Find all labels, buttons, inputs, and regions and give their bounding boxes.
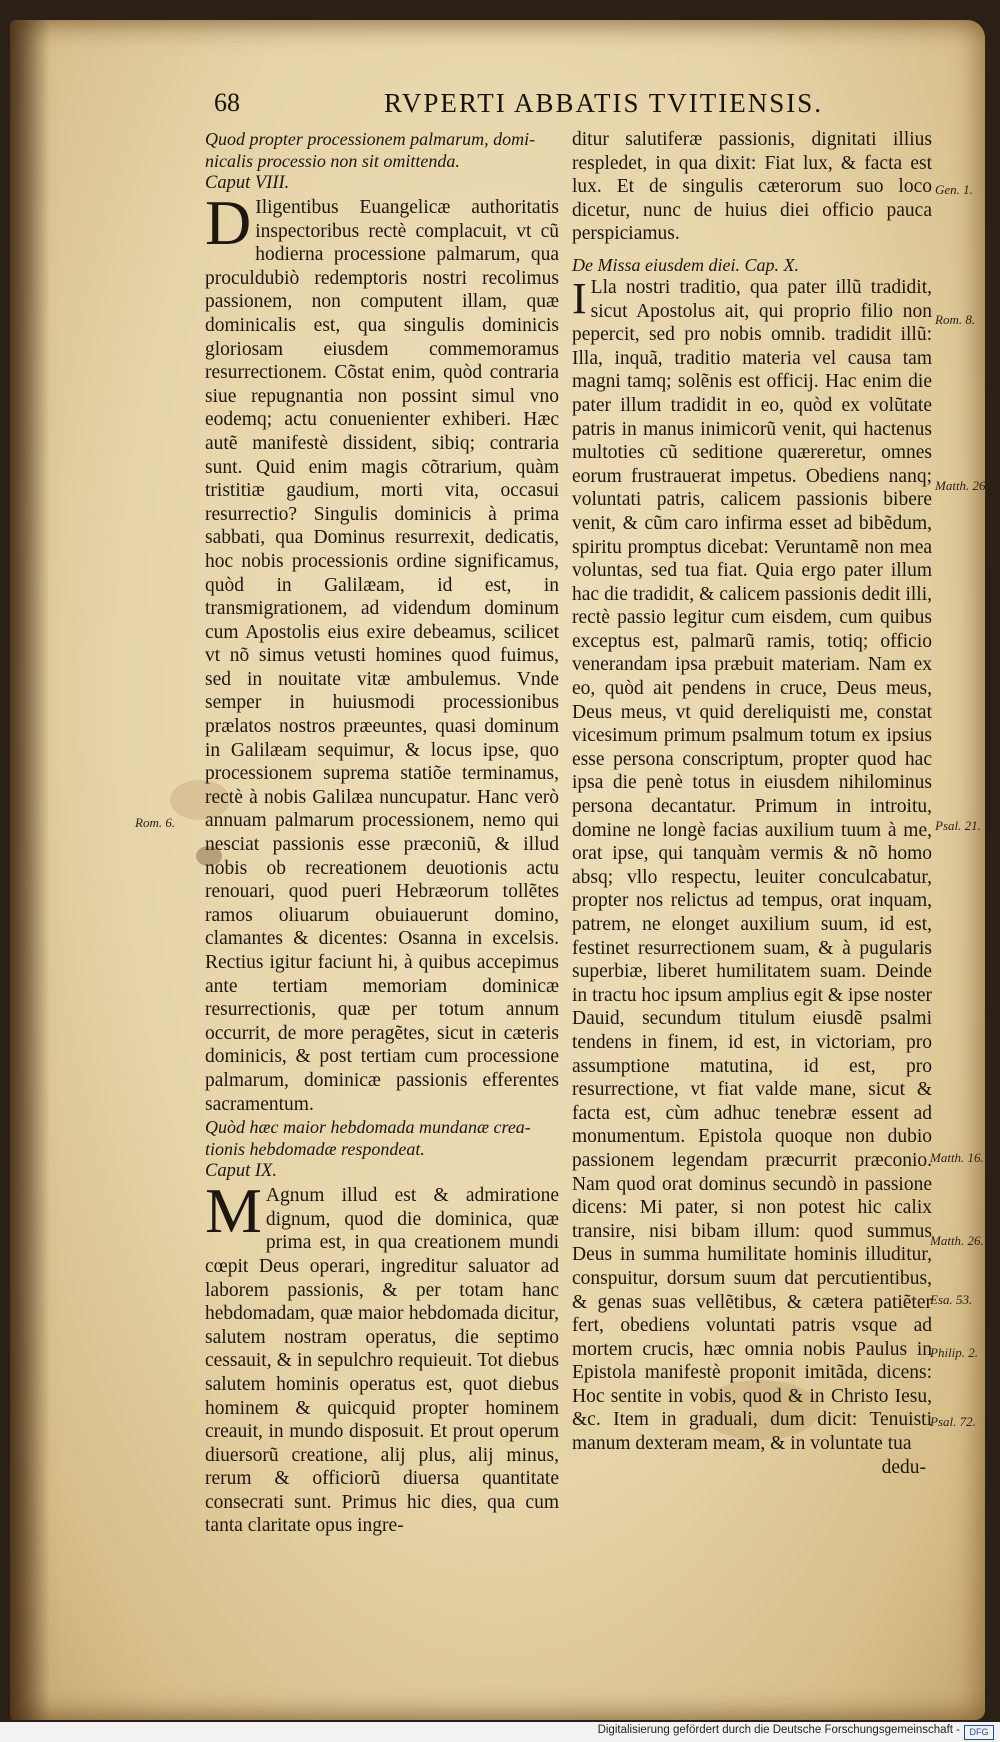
margin-note: Matth. 26. (930, 1233, 984, 1248)
paragraph-text: Lla nostri traditio, qua pater illũ tradidit, sicut Apostolus ait, qui proprio filio non pepercit, sed pro nobis omnib. tradidit illũ: Illa, inquã, traditio materia vel causa tam magni tamq; solẽnis est officij. Hac enim die pater illum tradidit in eo, quòd ex volũtate patris in manus inimicorũ venit, qui hactenus multoties cũ seditione quæreretur, omnes eorum frustrauerat impetus. Obediens nanq; voluntati patris, calicem passionis bibere venit, & cũm caro infirma esset ad bibẽdum, spiritu promptus dicebat: Veruntamẽ non mea voluntas, sed tua fiat. Quia ergo pater illum hac die tradidit, & calicem passionis dedit illi, rectè passio legitur cum eisdem, cum quibus exceptus est, palmarũ ramis, totiq; officio venerandam ipsa præbuit materiam. Nam ex eo, quòd ait pendens in cruce, Deus meus, Deus meus, vt quid dereliquisti me, constat vicesimum primum psalmum totum ex ipsius esse persona conscriptum, propter quod hac ipsa die penè totus in eiusdem nihilominus persona decantatur. Primum in introitu, domine ne longè facias auxilium tuum à me, orat ipse, qui tanquàm vermis & nõ homo absq; vllo respectu, leuiter conculcabatur, propter nos relictus ad tempus, orat inquam, patrem, ne elonget auxilium suum, id est, festinet resurrectionem suam, & à pugularis superbiæ, liberet humilitatem suam. Deinde in tractu hoc ipsum amplius egit & ipse noster Dauid, secundum titulum eiusdẽ psalmi tendens in finem, id est, in victoriam, pro assumptione matutina, id est, pro resurrectione, vt fiat valde mane, sicut & facta est, cùm adhuc tenebræ essent ad monumentum. Epistola quoque non dubio passionem legendam præcurrit præconio. Nam quod orat dominus secundò in passione dicens: Mi pater, si non potest hic calix transire, nisi bibam illum: quod summus Deus in summa humilitate hominis illuditur, conspuitur, dorsum suum dat percutientibus, & genas suas vellẽtibus, & cætera patiẽter fert, obediens voluntati patris vsque ad mortem crucis, hæc omnia nobis Paulus in Epistola manifestè proponit imitãda, dicens: Hoc sentite in vobis, quod & in Christo Iesu, &c. Item in graduali, dum dicit: Tenuisti manum dexteram meam, & in voluntate tua (572, 276, 932, 1455)
drop-cap: D (205, 187, 252, 258)
footer-bar (0, 1722, 1000, 1742)
paragraph-text: ditur salutiferæ passionis, dignitati illius respledet, in qua dixit: Fiat lux, & facta est lux. Et de singulis cæterorum suo loco dicetur, nunc de huius diei officio pauca perspiciamus. (572, 129, 932, 245)
margin-note: Gen. 1. (935, 182, 973, 197)
margin-note: Rom. 6. (135, 815, 176, 830)
chapter-heading: Quòd hæc maior hebdomada mundanæ crea- (205, 1117, 531, 1138)
chapter-heading: nicalis processio non sit omittenda. (205, 151, 460, 171)
margin-note: Matth. 16. (930, 1150, 984, 1165)
page-number: 68 (214, 88, 240, 117)
margin-note: Psal. 72. (930, 1414, 976, 1429)
dfg-logo-icon: DFG (964, 1725, 994, 1740)
margin-note: Psal. 21. (935, 818, 981, 833)
paragraph-text: Agnum illud est & admiratione dignum, quod die dominica, quæ prima est, in qua creationem mundi cœpit Deus operari, ingreditur saluator ad laborem passionis, & per totam hanc hebdomadam, quæ maior hebdomada dicitur, salutem nostram operatus, die septimo cessauit, & in sepulchro requieuit. Tot diebus salutem hominis operatus est, quot diebus hominem & quicquid propter hominem creauit, in mundo disposuit. Et prout operum diuersorũ creatione, alij plus, alij minus, rerum & officiorũ diuersa quantitate consecrati sunt. Primus hic dies, qua cum tanta claritate opus ingre- (205, 1185, 559, 1537)
chapter-heading: Quod propter processionem palmarum, domi- (205, 129, 536, 149)
chapter-paragraph (205, 187, 559, 1116)
chapter-paragraph (572, 273, 932, 1456)
left-column (205, 128, 559, 1538)
paragraph-text: Iligentibus Euangelicæ authoritatis inspectoribus rectè complacuit, vt cũ hodierna processione palmarum, qua proculdubiò redemptoris nostri recolimus passionem, non computent illam, quæ dominicalis est, qua singulis dominicis gloriosam eiusdem commemoramus resurrectionem. Cõstat enim, quòd contraria siue repugnantia non possint simul vno eodemq; actu conuenienter exhiberi. Hæc autẽ manifestè dissident, sibiq; contraria sunt. Quid enim magis cõtrarium, quàm tristitiæ gaudium, morti vita, occasui resurrectio? Singulis dominicis à prima sabbati, qua Dominus resurrexit, dedicatis, hoc nobis processionis ordine significamus, quòd in Galilæam, id est, in transmigrationem, ad videndum dominum cum Apostolis eius exire debeamus, scilicet vt nõ simus vetusti homines quod fuimus, sed in nouitate vitæ ambulemus. Vnde semper in huiusmodi processionibus prælatos nostros præeuntes, quasi dominum in Galilæam sequimur, & locus ipse, quo processionem suprema statiõe terminamus, rectè à nobis Galilæa nuncupatur. Hanc verò annuam palmarum processionem, nemo qui nesciat passionis esse præconiũ, & illud nobis ob recreationem deuotionis actu renouari, quod pueri Hebræorum tollẽtes ramos oliuarum obuiauerunt domino, clamantes & dicentes: Osanna in excelsis. Rectius igitur faciunt hi, à quibus accepimus ante tertiam memoriam dominicæ resurrectionis, quæ per totum annum occurrit, de more peragẽtes, sicut in cæteris dominicis, & post tertiam cum processione palmarum, dominicæ passionis efferentes sacramentum. (205, 197, 559, 1115)
running-title: RVPERTI ABBATIS TVITIENSIS. (384, 88, 824, 118)
catchword: dedu- (881, 1456, 926, 1478)
chapter-number: Caput VIII. (205, 173, 290, 193)
drop-cap: I (572, 273, 587, 323)
drop-cap: M (205, 1175, 262, 1247)
chapter-heading: tionis hebdomadæ respondeat. (205, 1139, 425, 1160)
chapter-heading: De Missa eiusdem diei. Cap. X. (572, 254, 799, 275)
margin-note: Rom. 8. (935, 312, 976, 327)
chapter-paragraph (205, 1175, 559, 1538)
right-column (572, 128, 932, 1479)
margin-note: Philip. 2. (930, 1345, 979, 1360)
margin-note: Esa. 53. (930, 1292, 973, 1307)
page-header (214, 88, 954, 128)
chapter-number: Caput IX. (205, 1161, 277, 1182)
digitization-credit: Digitalisierung gefördert durch die Deutsche Forschungsgemeinschaft - (597, 1724, 960, 1736)
page-gutter-shadow (10, 20, 50, 1720)
margin-note: Matth. 26. (935, 478, 989, 493)
